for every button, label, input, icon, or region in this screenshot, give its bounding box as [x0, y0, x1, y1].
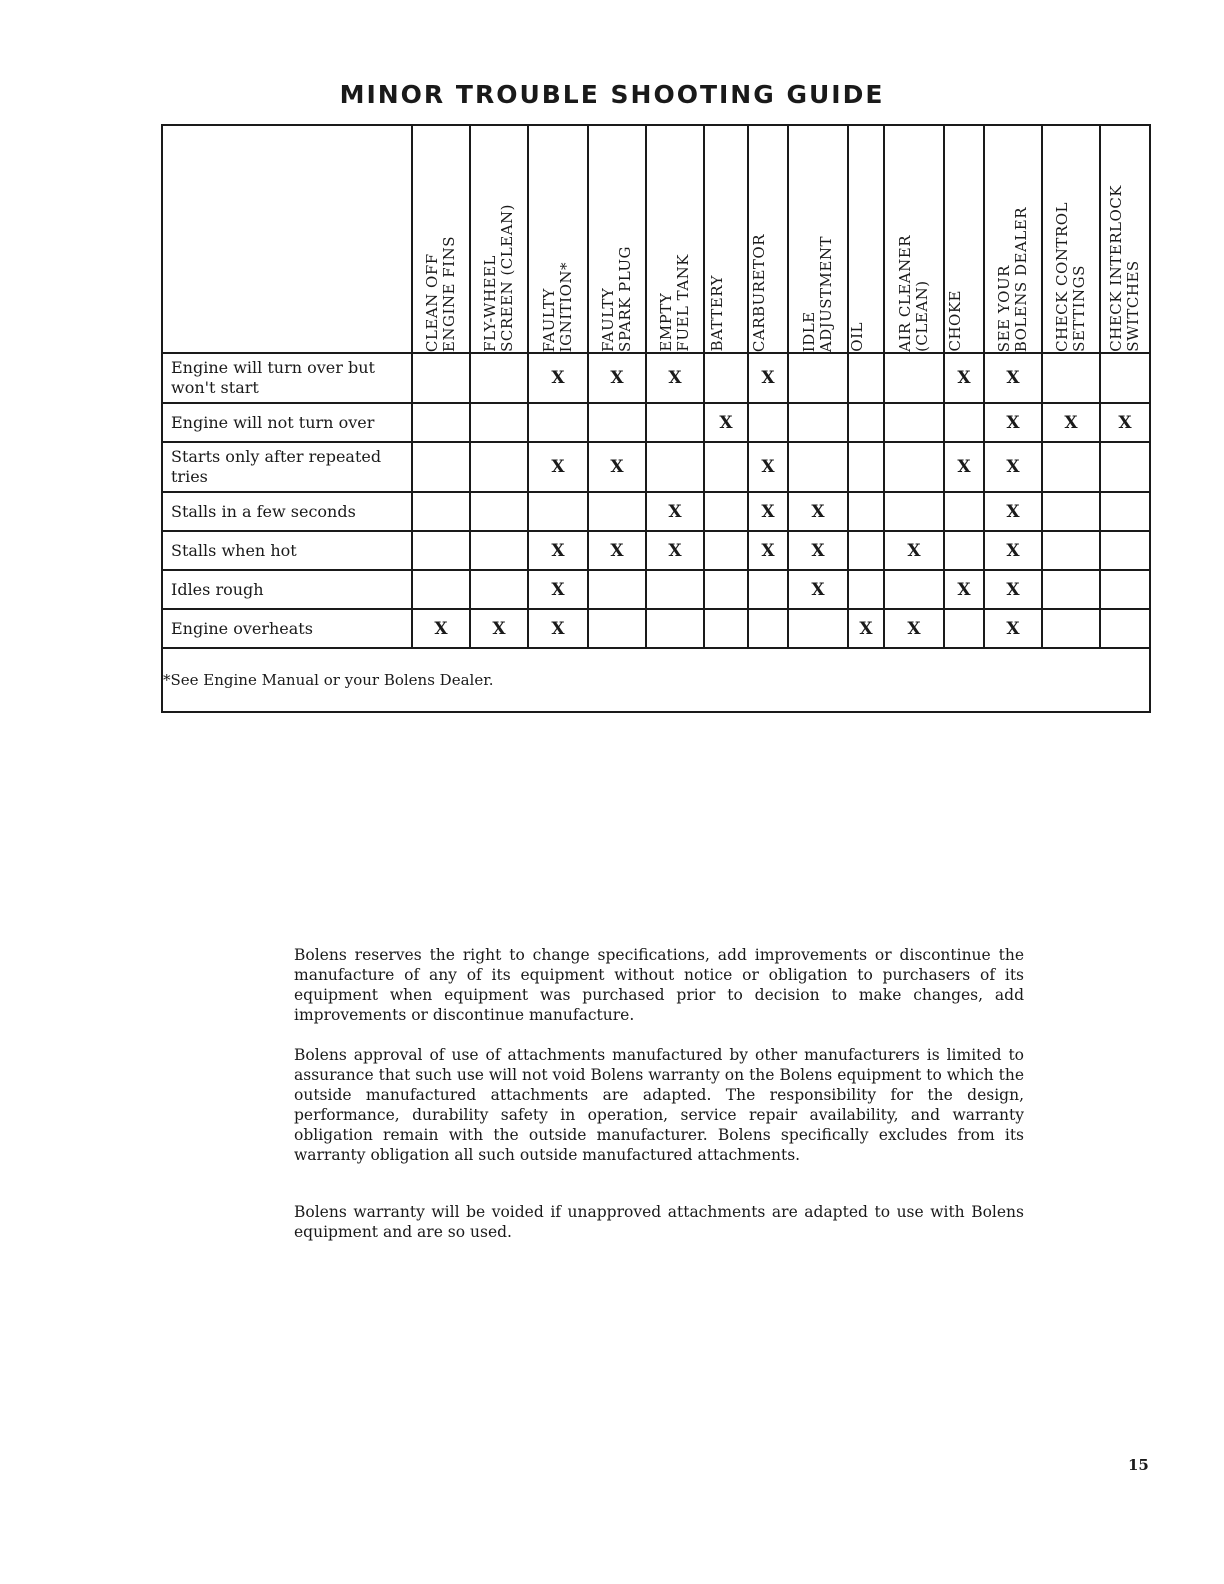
- header-corner-cell: [162, 125, 412, 353]
- table-row: [162, 442, 1150, 492]
- mark-cell: X: [528, 531, 588, 570]
- mark-cell: X: [528, 570, 588, 609]
- column-header: [1042, 125, 1100, 353]
- mark-cell: X: [788, 492, 848, 531]
- mark-cell: X: [646, 531, 704, 570]
- mark-cell: X: [588, 442, 646, 492]
- mark-cell: [646, 570, 704, 609]
- mark-cell: X: [704, 403, 748, 442]
- mark-cell: [470, 492, 528, 531]
- mark-cell: [1042, 531, 1100, 570]
- mark-cell: [646, 609, 704, 648]
- disclaimer-paragraph-1: Bolens reserves the right to change specifications, add improvements or discontinue the manufacture of any of its equipment without notice or obligation to purchasers of its equipment when equipment was purchased prior to decision to make changes, add improvements or discontinue manufacture.: [294, 946, 1024, 1024]
- mark-cell: [704, 492, 748, 531]
- table-row: [162, 492, 1150, 531]
- mark-cell: X: [528, 353, 588, 403]
- mark-cell: [646, 403, 704, 442]
- column-header: [704, 125, 748, 353]
- symptom-label: Starts only after repeated tries: [162, 442, 412, 492]
- mark-cell: [848, 353, 884, 403]
- symptom-label: Stalls in a few seconds: [162, 492, 412, 531]
- table-row: [162, 403, 1150, 442]
- mark-cell: [1042, 570, 1100, 609]
- symptom-label: Engine overheats: [162, 609, 412, 648]
- column-header: [1100, 125, 1150, 353]
- mark-cell: [470, 403, 528, 442]
- mark-cell: [884, 570, 944, 609]
- mark-cell: [1042, 609, 1100, 648]
- mark-cell: X: [884, 531, 944, 570]
- footnote-row: [162, 648, 1150, 712]
- column-header-label: FLY-WHEEL SCREEN (CLEAN): [481, 204, 516, 352]
- mark-cell: X: [944, 353, 984, 403]
- symptom-label: Stalls when hot: [162, 531, 412, 570]
- mark-cell: [704, 531, 748, 570]
- mark-cell: [788, 442, 848, 492]
- column-header: [748, 125, 788, 353]
- mark-cell: [528, 403, 588, 442]
- mark-cell: [528, 492, 588, 531]
- mark-cell: [412, 531, 470, 570]
- column-header-label: BATTERY: [708, 275, 726, 352]
- mark-cell: [1100, 609, 1150, 648]
- mark-cell: [748, 609, 788, 648]
- column-header: [646, 125, 704, 353]
- disclaimer-paragraph-2: Bolens approval of use of attachments manufactured by other manufacturers is limited to assurance that such use will not void Bolens warranty on the Bolens equipment to which the outside manufactured attachments are adapted. The responsibility for the design, performance, durability safety in operation, service repair availability, and warranty obligation remain with the outside manufacturer. Bolens specifically excludes from its warranty obligation all such outside manufactured attachments.: [294, 1046, 1024, 1164]
- mark-cell: X: [470, 609, 528, 648]
- column-header-label: SEE YOUR BOLENS DEALER: [995, 206, 1030, 352]
- mark-cell: [470, 353, 528, 403]
- column-header: [528, 125, 588, 353]
- symptom-label: Engine will turn over but won't start: [162, 353, 412, 403]
- mark-cell: X: [884, 609, 944, 648]
- column-header: [588, 125, 646, 353]
- column-header: [944, 125, 984, 353]
- mark-cell: X: [984, 609, 1042, 648]
- mark-cell: X: [588, 531, 646, 570]
- page-title: MINOR TROUBLE SHOOTING GUIDE: [339, 80, 885, 109]
- mark-cell: [704, 442, 748, 492]
- mark-cell: X: [984, 492, 1042, 531]
- table-row: [162, 531, 1150, 570]
- table-row: [162, 570, 1150, 609]
- mark-cell: [412, 353, 470, 403]
- mark-cell: [1100, 492, 1150, 531]
- mark-cell: [1100, 531, 1150, 570]
- mark-cell: X: [646, 353, 704, 403]
- mark-cell: [704, 570, 748, 609]
- mark-cell: X: [748, 353, 788, 403]
- mark-cell: [1100, 353, 1150, 403]
- symptom-label: Idles rough: [162, 570, 412, 609]
- mark-cell: [848, 531, 884, 570]
- page-number: 15: [1128, 1456, 1149, 1474]
- mark-cell: [1042, 442, 1100, 492]
- mark-cell: [646, 442, 704, 492]
- mark-cell: X: [984, 570, 1042, 609]
- mark-cell: X: [944, 570, 984, 609]
- mark-cell: [470, 531, 528, 570]
- mark-cell: [1042, 353, 1100, 403]
- mark-cell: [848, 570, 884, 609]
- mark-cell: [588, 492, 646, 531]
- footnote: *See Engine Manual or your Bolens Dealer.: [162, 648, 1150, 712]
- column-header: [884, 125, 944, 353]
- column-header-label: IDLE ADJUSTMENT: [800, 235, 835, 352]
- mark-cell: X: [984, 442, 1042, 492]
- mark-cell: X: [984, 531, 1042, 570]
- column-header-label: OIL: [848, 322, 866, 352]
- mark-cell: [470, 442, 528, 492]
- mark-cell: X: [848, 609, 884, 648]
- column-header: [848, 125, 884, 353]
- mark-cell: [884, 353, 944, 403]
- mark-cell: X: [944, 442, 984, 492]
- mark-cell: [412, 570, 470, 609]
- mark-cell: [588, 403, 646, 442]
- column-header-label: EMPTY FUEL TANK: [657, 254, 692, 352]
- column-header: [788, 125, 848, 353]
- mark-cell: [588, 609, 646, 648]
- mark-cell: X: [588, 353, 646, 403]
- table-row: [162, 353, 1150, 403]
- mark-cell: [884, 442, 944, 492]
- mark-cell: X: [412, 609, 470, 648]
- mark-cell: [1100, 442, 1150, 492]
- column-header-label: CLEAN OFF ENGINE FINS: [423, 235, 458, 352]
- mark-cell: [1100, 570, 1150, 609]
- mark-cell: [944, 531, 984, 570]
- column-header-label: CHECK INTERLOCK SWITCHES: [1107, 185, 1142, 352]
- mark-cell: [748, 570, 788, 609]
- mark-cell: [1042, 492, 1100, 531]
- trouble-shooting-table: [161, 124, 1151, 713]
- mark-cell: X: [984, 403, 1042, 442]
- mark-cell: [944, 492, 984, 531]
- mark-cell: [704, 353, 748, 403]
- mark-cell: X: [646, 492, 704, 531]
- mark-cell: [944, 403, 984, 442]
- mark-cell: X: [1100, 403, 1150, 442]
- mark-cell: X: [984, 353, 1042, 403]
- mark-cell: [944, 609, 984, 648]
- disclaimer-paragraph-3: Bolens warranty will be voided if unapproved attachments are adapted to use with Bolens equipment and are so used.: [294, 1203, 1024, 1241]
- mark-cell: X: [748, 442, 788, 492]
- mark-cell: X: [788, 570, 848, 609]
- mark-cell: [704, 609, 748, 648]
- table-row: [162, 609, 1150, 648]
- column-header: [470, 125, 528, 353]
- mark-cell: [788, 609, 848, 648]
- mark-cell: [848, 492, 884, 531]
- mark-cell: X: [748, 492, 788, 531]
- mark-cell: [848, 403, 884, 442]
- mark-cell: X: [748, 531, 788, 570]
- mark-cell: [412, 403, 470, 442]
- mark-cell: [848, 442, 884, 492]
- column-header-label: FAULTY IGNITION*: [540, 261, 575, 352]
- column-header-label: AIR CLEANER (CLEAN): [896, 235, 931, 352]
- column-header: [412, 125, 470, 353]
- mark-cell: [788, 353, 848, 403]
- mark-cell: [788, 403, 848, 442]
- column-header-label: CARBURETOR: [750, 233, 768, 352]
- symptom-label: Engine will not turn over: [162, 403, 412, 442]
- mark-cell: [884, 403, 944, 442]
- column-header-label: FAULTY SPARK PLUG: [599, 246, 634, 352]
- mark-cell: [748, 403, 788, 442]
- mark-cell: X: [1042, 403, 1100, 442]
- mark-cell: [412, 492, 470, 531]
- header-row: [162, 125, 1150, 353]
- mark-cell: [412, 442, 470, 492]
- mark-cell: [884, 492, 944, 531]
- column-header-label: CHECK CONTROL SETTINGS: [1053, 202, 1088, 352]
- mark-cell: X: [528, 442, 588, 492]
- mark-cell: [588, 570, 646, 609]
- column-header-label: CHOKE: [946, 290, 964, 352]
- column-header: [984, 125, 1042, 353]
- mark-cell: [470, 570, 528, 609]
- mark-cell: X: [788, 531, 848, 570]
- mark-cell: X: [528, 609, 588, 648]
